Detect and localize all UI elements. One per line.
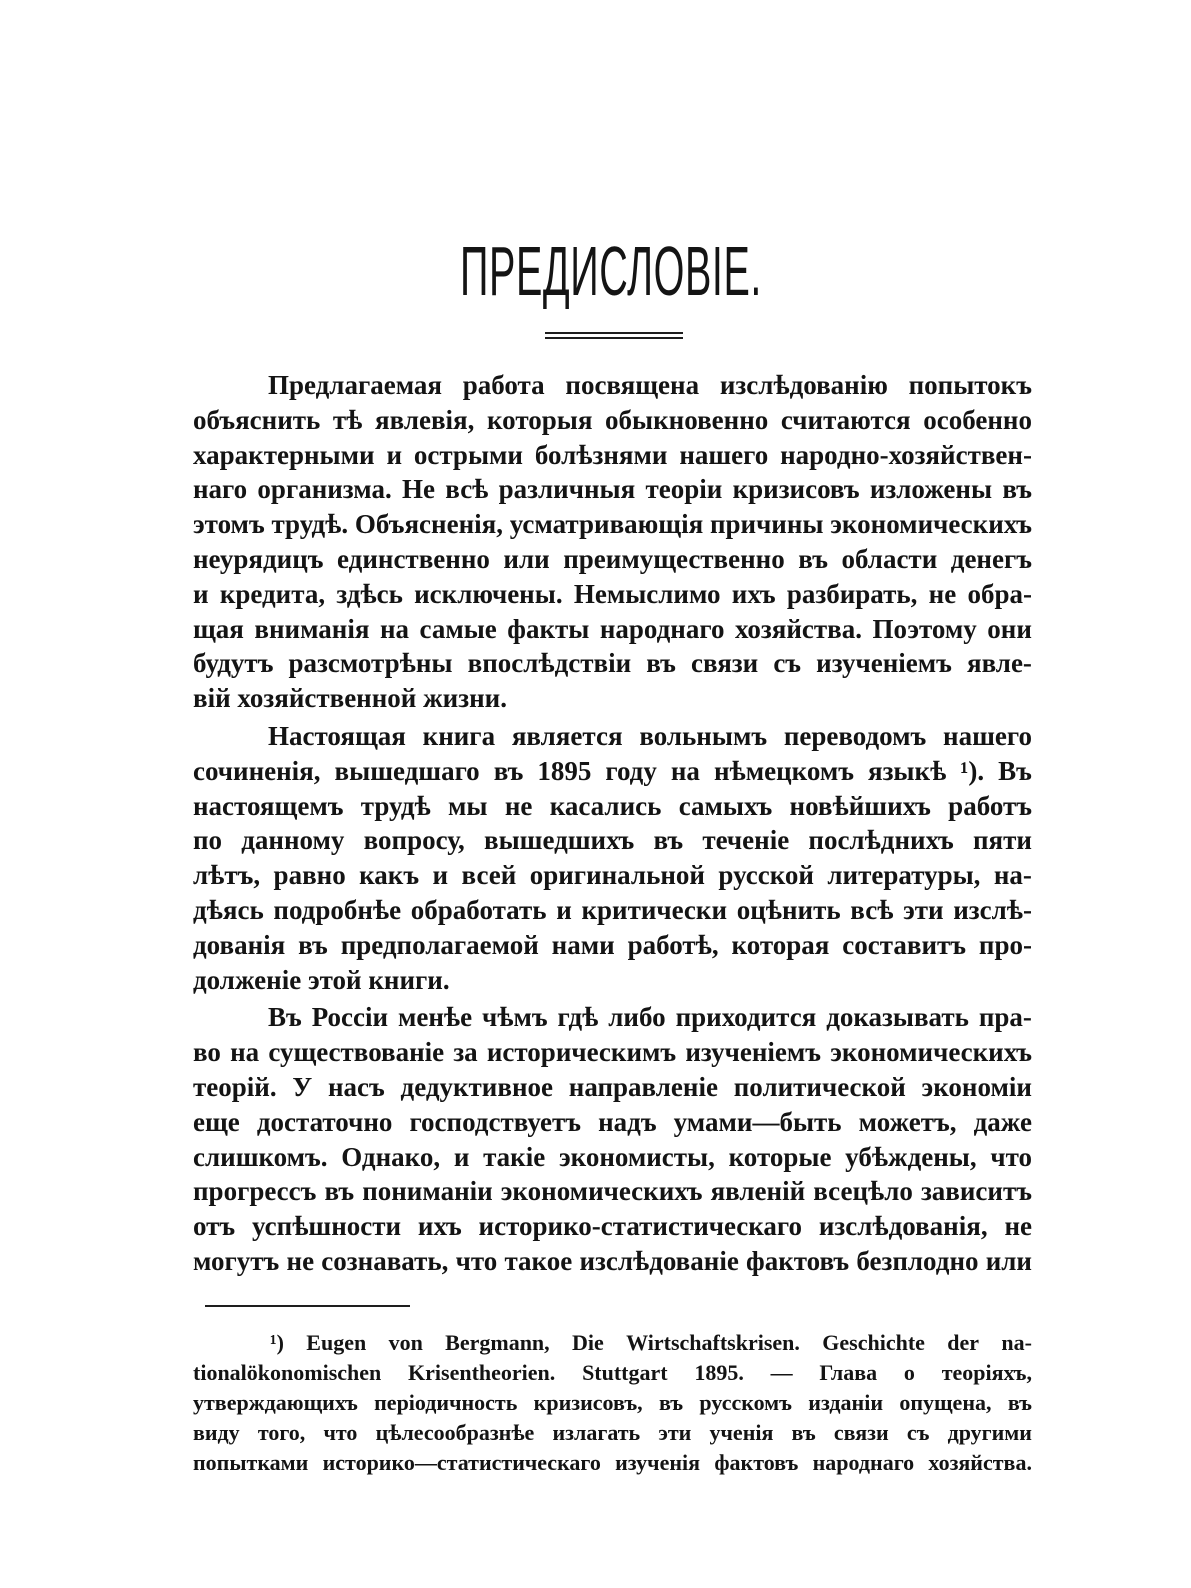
word: изученія [615,1450,701,1475]
word: различныя [498,474,636,505]
word: русской [718,860,814,891]
word: трудѣ. [271,509,349,540]
word: касались [549,790,662,821]
word: явлевія, [374,404,475,435]
word: 1895. [694,1360,744,1385]
word: народнаго [599,613,725,644]
word: нами [551,929,615,960]
word: наго [193,474,248,505]
word: обра- [967,578,1032,609]
word: — [770,1360,793,1385]
word: не [1004,1211,1032,1242]
word: попытками [193,1450,309,1475]
word: оцѣнить [736,894,841,925]
word: въ [324,1176,355,1207]
text-line [193,403,1032,438]
word: Stuttgart [582,1360,668,1385]
word: исключены. [414,578,563,609]
word: и [432,860,449,891]
word: дедуктивное [400,1071,553,1102]
word: могутъ [193,1245,280,1276]
word: сочиненія, [193,755,321,786]
word: доказывать [826,1002,969,1033]
word: вольнымъ [639,720,768,751]
word: Bergmann, [445,1330,550,1355]
word: можетъ, [858,1106,957,1137]
word: или [503,543,550,574]
footnote-line [193,1328,1032,1358]
word: достаточно [256,1106,393,1137]
word: экономическихъ [830,1037,1032,1068]
paragraph [193,719,1032,997]
word: области [841,543,938,574]
text-line [193,1105,1032,1140]
text-line [193,1174,1032,1209]
word: новѣйшихъ [789,790,931,821]
word: прогрессъ [193,1176,317,1207]
word: экономическихъ [500,1176,703,1207]
word: что [990,1141,1032,1172]
word: острыми [413,439,523,470]
word: которые [728,1141,832,1172]
word: за [453,1037,478,1068]
word: Eugen [306,1330,367,1355]
word: попытокъ [908,370,1032,400]
word: вышедшаго [334,755,480,786]
word: и [453,1141,470,1172]
word: посвящена [565,370,700,400]
word: вниманія [254,613,370,644]
word: экономіи [921,1071,1032,1102]
word: теченіе [702,825,790,856]
word: про- [978,929,1032,960]
footnote-line [193,1358,1032,1388]
word: нѣмецкомъ [713,755,854,786]
word: надъ [598,1106,657,1137]
word: такое [504,1245,573,1276]
word: сознавать, [321,1245,449,1276]
word: ¹) [270,1330,284,1355]
word: излагать [552,1420,641,1445]
word: изслѣ- [953,894,1032,925]
text-line [193,754,1032,789]
word: составитъ [842,929,966,960]
word: характерными [193,439,375,470]
word: Предлагаемая [268,370,443,400]
word: дѣясь [193,894,264,925]
word: такіе [483,1141,546,1172]
word: дованія [193,929,286,960]
text-line [193,1070,1032,1105]
word: даже [973,1106,1032,1137]
word: всѣ [445,474,489,505]
word: У [292,1071,313,1102]
paragraph [193,1000,1032,1278]
word: фактовъ [714,1450,799,1475]
word: здѣсь [336,578,403,609]
word: ученія [709,1420,774,1445]
word: языкѣ [867,755,947,786]
word: объяснить [193,404,321,435]
word: отъ [193,1211,236,1242]
word: причины [709,509,824,540]
word: либо [608,1002,666,1033]
word: кредита, [219,578,326,609]
word: въ [493,755,524,786]
text-line [193,789,1032,824]
word: эти [903,894,944,925]
word: самые [419,613,497,644]
footnote-rule [205,1305,410,1307]
word: по [193,825,223,856]
word: книга [422,720,496,751]
word: во [193,1037,221,1068]
title-double-rule [545,332,683,339]
word: въ [798,543,828,574]
word: der [947,1330,980,1355]
word: предполагаемой [340,929,539,960]
word: теоріи [645,474,723,505]
word: всѣ [850,894,894,925]
word: пониманіи [362,1176,493,1207]
word: безплодно [856,1245,979,1276]
word: кризисовъ [732,474,860,505]
text-line [193,1209,1032,1244]
word: Настоящая [268,720,406,751]
word: всей [461,860,517,891]
word: 1895 [537,755,592,786]
word: періодичность [374,1390,518,1415]
word: слишкомъ. [193,1141,328,1172]
word: цѣлесообразнѣе [375,1420,535,1445]
word: и [386,439,402,470]
word: историко—статистическаго [322,1450,601,1475]
text-line [193,1035,1032,1070]
word: приходится [675,1002,817,1033]
word: обработать [410,894,547,925]
word: вопросу, [363,825,465,856]
word: усматривающія [509,509,704,540]
word: данному [241,825,345,856]
page-title: ПРЕДИСЛОВІЕ. [460,232,762,310]
word: виду [193,1420,240,1445]
word: въ [646,648,676,679]
word: денегъ [950,543,1032,574]
word: въ [658,1390,684,1415]
word: переводомъ [783,720,927,751]
text-line [193,823,1032,858]
word: или [985,1245,1032,1276]
word: Глава [819,1360,878,1385]
word: изложены [869,474,993,505]
word: von [388,1330,423,1355]
word: na- [1001,1330,1032,1355]
word: связи [833,1420,889,1445]
word: пра- [978,1002,1032,1033]
word: Geschichte [822,1330,925,1355]
word: послѣднихъ [808,825,954,856]
word: хозяйства. [928,1450,1032,1475]
word: которая [731,929,830,960]
word: въ [1002,474,1032,505]
word: съ [906,1420,930,1445]
footnote-line [193,1418,1032,1448]
word: насъ [327,1071,385,1102]
word: историко-статистическаго [478,1211,803,1242]
word: существованіе [268,1037,445,1068]
word: Въ [998,755,1032,786]
word: на [379,613,410,644]
word: самыхъ [678,790,773,821]
word: болѣзнями [534,439,668,470]
word: ихъ [417,1211,462,1242]
word: въ [653,825,684,856]
word: ¹). [960,755,985,786]
word: которыя [486,404,593,435]
word: тѣ [332,404,363,435]
word: историческимъ [486,1037,677,1068]
word: особенно [923,404,1032,435]
text-line [193,542,1032,577]
word: они [987,613,1032,644]
text-line [193,438,1032,473]
word: подробнѣе [273,894,402,925]
word: факты [507,613,590,644]
word: обыкновенно [605,404,769,435]
word: того, [257,1420,306,1445]
word: пяти [972,825,1032,856]
word: изданіи [808,1390,884,1415]
text-line [193,368,1032,403]
word: явленій [710,1176,806,1207]
word: всецѣло [813,1176,913,1207]
word: не [286,1245,315,1276]
word: работѣ, [627,929,719,960]
word: умами—быть [673,1106,842,1137]
word: считаются [780,404,911,435]
word: опущена, [899,1390,992,1415]
word: не [928,578,957,609]
word: не [504,790,533,821]
word: лѣтъ, [193,860,261,891]
word: Объясненія, [354,509,503,540]
text-line [193,1244,1032,1279]
word: направленіе [568,1071,718,1102]
word: на- [993,860,1032,891]
word: фактовъ [746,1245,850,1276]
word: русскомъ [699,1390,792,1415]
word: работа [462,370,545,400]
word: хозяйства. [734,613,863,644]
word: и [193,578,209,609]
word: Въ [268,1002,302,1033]
text-line [193,928,1032,963]
word: единственно [337,543,490,574]
word: Поэтому [872,613,977,644]
word: гдѣ [557,1002,599,1033]
word: въ [791,1420,816,1445]
word: изслѣдованіе [579,1245,739,1276]
footnote-line [193,1448,1032,1478]
word: народно-хозяйствен- [780,439,1032,470]
word: разсмотрѣны [288,648,453,679]
word: кризисовъ, [533,1390,643,1415]
text-line [193,612,1032,647]
word: вышедшихъ [483,825,635,856]
word: Die [572,1330,604,1355]
word: мы [448,790,488,821]
text-line [193,577,1032,612]
word: Однако, [341,1141,441,1172]
word: экономисты, [558,1141,715,1172]
preface-body [193,368,1032,1279]
text-line [193,893,1032,928]
word: работъ [948,790,1032,821]
word: трудѣ [360,790,431,821]
word: чѣмъ [482,1002,548,1033]
word: менѣе [397,1002,473,1033]
word: будутъ [193,648,274,679]
text-line: вій хозяйственной жизни. [193,683,507,714]
word: какъ [359,860,420,891]
word: щая [193,613,244,644]
word: зависитъ [920,1176,1032,1207]
text-line: долженіе этой книги. [193,964,450,995]
text-line [193,1000,1032,1035]
word: въ [298,929,328,960]
paragraph [193,368,1032,716]
word: разбирать, [786,578,918,609]
text-line [193,1140,1032,1175]
word: равно [273,860,346,891]
word: tionalökonomischen [193,1360,382,1385]
word: и [556,894,572,925]
word: изслѣдованія, [818,1211,988,1242]
word: явле- [966,648,1032,679]
word: году [605,755,657,786]
footnote [193,1328,1032,1478]
footnote-line [193,1388,1032,1418]
word: другими [947,1420,1032,1445]
text-line [193,858,1032,893]
word: съ [773,648,802,679]
word: Немыслимо [573,578,721,609]
text-line [193,507,1032,542]
word: о [903,1360,915,1385]
word: ихъ [731,578,776,609]
word: изслѣдованію [719,370,888,400]
word: что [455,1245,498,1276]
word: организма. [257,474,392,505]
word: теоріяхъ, [941,1360,1032,1385]
word: еще [193,1106,240,1137]
word: теорій. [193,1071,277,1102]
word: литературы, [827,860,981,891]
word: Не [402,474,436,505]
word: что [323,1420,358,1445]
word: нашего [943,720,1032,751]
text-line [193,646,1032,681]
word: критически [581,894,728,925]
word: на [670,755,700,786]
word: Россіи [311,1002,389,1033]
word: въ [1007,1390,1032,1415]
word: экономическихъ [830,509,1032,540]
word: на [230,1037,260,1068]
word: утверждающихъ [193,1390,358,1415]
word: этомъ [193,509,265,540]
text-line [193,472,1032,507]
text-line [193,719,1032,754]
word: преимущественно [563,543,785,574]
word: оригинальной [529,860,705,891]
word: эти [658,1420,692,1445]
word: политической [733,1071,906,1102]
word: впослѣдствіи [467,648,632,679]
word: господствуетъ [409,1106,582,1137]
word: связи [690,648,759,679]
word: изученіемъ [685,1037,822,1068]
word: Wirtschaftskrisen. [626,1330,800,1355]
word: убѣждены, [845,1141,977,1172]
word: успѣшности [252,1211,402,1242]
word: нашего [679,439,769,470]
word: изученіемъ [816,648,952,679]
word: Krisentheorien. [408,1360,556,1385]
word: неурядицъ [193,543,324,574]
word: является [511,720,623,751]
word: народнаго [812,1450,915,1475]
word: настоящемъ [193,790,344,821]
